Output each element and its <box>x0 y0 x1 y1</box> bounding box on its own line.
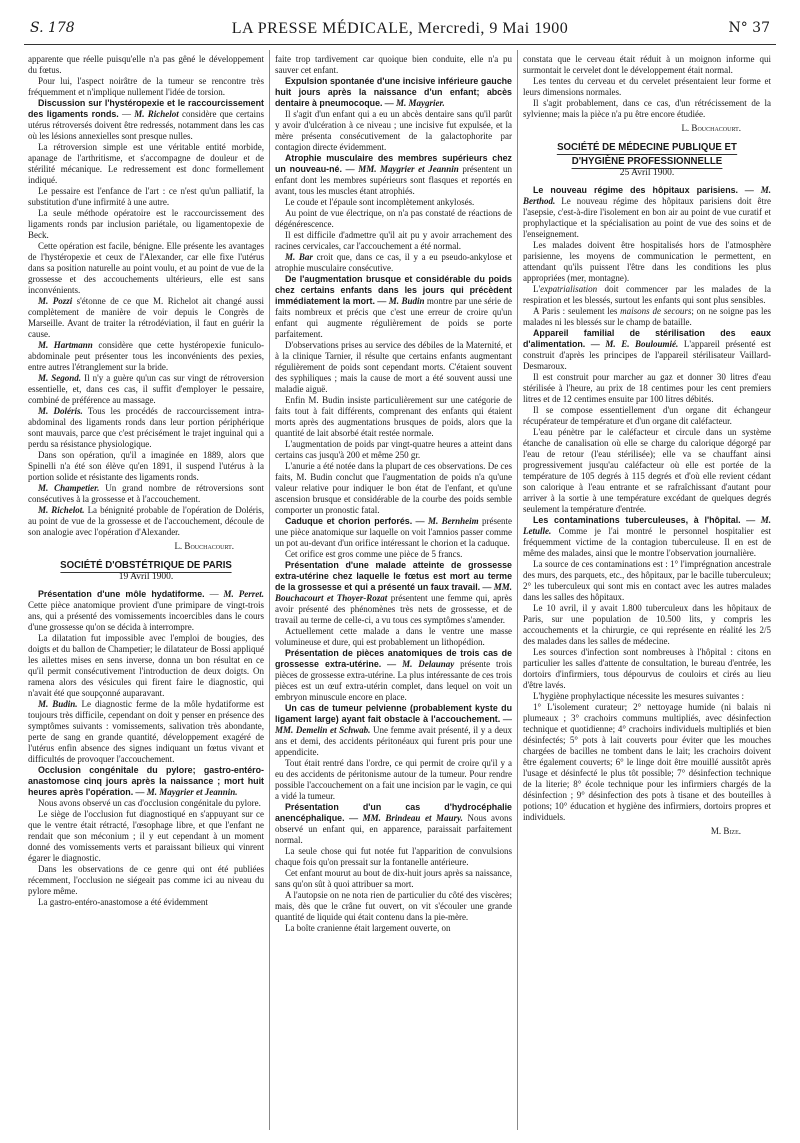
paragraph: Il se compose essentiellement d'un organe dit échangeur récupérateur de température et d'un organe dit caléfacteur. <box>523 405 771 426</box>
author-name: — MM. Bouchacourt et Thoyer-Rozat <box>275 582 512 603</box>
journal-title: LA PRESSE MÉDICALE, Mercredi, 9 Mai 1900 <box>231 20 569 37</box>
paragraph-text: considère que certains utérus rétroversés doivent être redressés, notamment dans les cas où les lésions annexielles sont presque nulles. <box>28 109 264 141</box>
article-title: Caduque et chorion perforés. <box>285 516 413 526</box>
paragraph: Le coude et l'épaule sont incomplètement ankylosés. <box>285 197 475 207</box>
article-heading <box>275 153 512 197</box>
paragraph-text: croit que, dans ce cas, il y a eu pseudo-ankylose et atrophie musculaire consécutive. <box>275 252 512 273</box>
column-divider <box>517 50 518 1130</box>
paragraph: faite trop tardivement car quoique bien conduite, elle n'a pu sauver cet enfant. <box>275 54 512 75</box>
discussion-entry <box>28 483 264 505</box>
author-name: — M. Maygrier et Jeannin. <box>135 787 238 797</box>
author-name: M. Budin. <box>38 699 78 709</box>
paragraph-text: L'appareil présenté est construit d'après les principes de l'appareil stérilisateur Vaillard-Desmaroux. <box>523 339 771 371</box>
paragraph: Cet enfant mourut au bout de dix-huit jours après sa naissance, sans qu'on sût à quoi attribuer sa mort. <box>275 868 512 889</box>
discussion-entry <box>28 373 264 406</box>
article-heading: Présentation d'une môle hydatiforme. — M. Perret. Cette pièce anatomique provient d'une primipare de vingt-trois ans, qui a présenté des vomissements incoercibles dans le cours d'une grossesse qu'on se décida à interrompre. <box>28 589 264 632</box>
article-heading <box>523 328 771 372</box>
paragraph: 1° L'isolement curateur; 2° nettoyage humide (ni balais ni plumeaux ; 3° crachoirs communs multipliés, avec désinfection technique et quotidienne; 4° crachoirs individuels multipliés et bien désinfectés; 5° pots à lait couverts pour éviter que les mouches chargées de bacilles ne tombent dans le lait; les crachoirs doivent être également couverts; 6° le linge doit être mouillé aussitôt après l'usage et désinfecté le plus tôt possible; 7° désinfection technique de la literie; 8° école technique pour les infirmiers chargés de la désinfection ; 9° désinfection des pots à tisane et des bouteilles à potions; 10° éducation et hygiène des infirmiers, dortoirs propres et individuels. <box>523 702 771 822</box>
paragraph-text: ; on ne soigne pas les malades ni les blessés sur le champ de bataille. <box>523 306 771 327</box>
author-name: — MM. Maygrier et Jeannin <box>345 164 459 174</box>
article-heading <box>275 560 512 626</box>
paragraph: Au point de vue électrique, on n'a pas constaté de réactions de dégénérescence. <box>275 208 512 229</box>
author-name: — M. Bernheim <box>415 516 479 526</box>
column-middle <box>275 54 512 1136</box>
paragraph-text: présente trois pièces de grossesse extra-utérine. La plus intéressante de ces trois pièces est un œuf extra-utérin complet, dans lequel on voit un embryon minuscule encore en place. <box>275 659 512 702</box>
page-header <box>30 20 770 44</box>
paragraph: D'observations prises au service des débiles de la Maternité, et à la clinique Tarnier, il résulte que certains enfants augmentant régulièrement de poids sont cependant morts. C'étaient souvent des syphiliques ; mais la cause de mort a été souvent aussi une maladie aiguë. <box>275 340 512 394</box>
paragraph: Le pessaire est l'enfance de l'art : ce n'est qu'un palliatif, la substitution d'une infirmité à une autre. <box>28 186 264 207</box>
paragraph: Cet orifice est gros comme une pièce de 5 francs. <box>285 549 463 559</box>
article-title: De l'augmentation brusque et considérable du poids chez certains enfants dans les jours qui précèdent immédiatement la mort. <box>275 274 512 306</box>
society-title: SOCIÉTÉ DE MÉDECINE PUBLIQUE ET D'HYGIÈNE PROFESSIONNELLE <box>557 141 737 167</box>
paragraph-text: doit commencer par les malades de la respiration et les blessés, surtout les enfants qui sont plus sensibles. <box>523 284 771 305</box>
paragraph-text: présentent une femme qui, après avoir présenté des phénomènes très nets de grossesse, et de travail au terme de celle-ci, a vu tous ces symptômes s'amender. <box>275 593 512 625</box>
paragraph: La dilatation fut impossible avec l'emploi de bougies, des doigts et du ballon de Champetier; le dilatateur de Bossi appliqué les ailettes mises en sens inverse, donna un bon résultat en ce qu'il permit consécutivement l'introduction de deux doigts. On ramena alors des vésicules qui firent faire le diagnostic, qui n'avait été que soupçonné auparavant. <box>28 633 264 698</box>
author-name: M. Hartmann <box>38 340 93 350</box>
paragraph: La rétroversion simple est une véritable entité morbide, apanage de l'arthritisme, et s'accompagne de douleur et de stérilité mécanique. Le redressement est donc formellement indiqué. <box>28 142 264 185</box>
paragraph: Le siège de l'occlusion fut diagnostiqué en s'appuyant sur ce que le ventre était rétracté, l'œsophage libre, et que l'enfant ne rendait que son méconium ; il y eut cependant à un moment donné des vomissements verts et paraissant bilieux qui vinrent égarer le diagnostic. <box>28 809 264 863</box>
author-name: — M. Berthod. <box>523 185 771 206</box>
author-name: M. Pozzi <box>38 296 73 306</box>
issue-number: N° 37 <box>728 20 770 36</box>
paragraph-text: s'étonne de ce que M. Richelot ait changé aussi complètement de manière de voir depuis le Congrès de Marseille. Avant de traiter la rétrodéviation, il faut en guérir la cause. <box>28 296 264 339</box>
article-heading <box>275 802 512 846</box>
article-title: Expulsion spontanée d'une incisive inférieure gauche huit jours après la naissance d'un enfant; abcès dentaire à pneumocoque. <box>275 76 512 108</box>
session-date: 25 Avril 1900. <box>619 168 675 178</box>
author-name: M. Champetier. <box>38 483 100 493</box>
author-name: M. Bar <box>285 252 313 262</box>
paragraph-text: présente une pièce anatomique sur laquelle on voit l'amnios passer comme un pot au-devant d'un orifice intéressant le chorion et la caduque. <box>275 516 512 548</box>
article-title: Présentation d'un cas d'hydrocéphalie anencéphalique. <box>275 802 512 823</box>
article-title: Présentation d'une malade atteinte de grossesse extra-utérine chez laquelle le fœtus est mort au terme de la grossesse et qui a présenté un faux travail. <box>275 560 512 592</box>
article-title: Le nouveau régime des hôpitaux parisiens. <box>533 185 739 195</box>
signature: L. Bouchacourt. <box>681 123 741 133</box>
society-heading <box>533 140 761 168</box>
author-name: — MM. Brindeau et Maury. <box>349 813 463 823</box>
paragraph: A l'autopsie on ne nota rien de particulier du côté des viscères; mais, dès que le crâne fut ouvert, on vit s'écouler une grande quantité de liquide qui était contenu dans la pie-mère. <box>275 890 512 922</box>
paragraph: Les sources d'infection sont nombreuses à l'hôpital : citons en particulier les salles d'attente de consultation, le bureau d'entrée, les dortoirs d'infirmiers, tous dépourvus de couloirs et cirés au lieu d'être lavés. <box>523 647 771 690</box>
paragraph: Il est difficile d'admettre qu'il ait pu y avoir arrachement des racines cervicales, car l'accouchement a été normal. <box>275 230 512 251</box>
signature: L. Bouchacourt. <box>174 541 234 551</box>
article-heading <box>275 703 512 758</box>
session-date: 19 Avril 1900. <box>118 572 174 582</box>
article-title: Présentation de pièces anatomiques de trois cas de grossesse extra-utérine. <box>275 648 512 669</box>
paragraph-text: Il n'y a guère qu'un cas sur vingt de rétroversion essentielle, et, dans ces cas, il suffit d'employer le pessaire, combiné de préférence au massage. <box>28 373 264 405</box>
paragraph: Dans son opération, qu'il a imaginée en 1889, alors que Spinelli n'a été son élève qu'en 1891, il suspend l'utérus à la portion solide et résistante des ligaments ronds. <box>28 450 264 482</box>
article-title: Discussion sur l'hystéropexie et le raccourcissement des ligaments ronds. <box>28 98 264 119</box>
author-name: M. Perret. <box>223 589 264 599</box>
paragraph: L'augmentation de poids par vingt-quatre heures a atteint dans certains cas jusqu'à 200 et même 250 gr. <box>275 439 512 460</box>
paragraph: Dans les observations de ce genre qui ont été publiées récemment, l'occlusion ne siégeait pas comme ici au niveau du pylore même. <box>28 864 264 896</box>
article-title: Occlusion congénitale du pylore; gastro-entéro-anastomose cinq jours après la naissance ; mort huit heures après l'opération. <box>28 765 264 797</box>
column-left <box>28 54 264 1136</box>
discussion-entry <box>28 340 264 373</box>
discussion-entry <box>28 505 264 538</box>
paragraph-text: La bénignité probable de l'opération de Doléris, au point de vue de la grossesse et de l'accouchement, découle de son analogie avec l'opération d'Alexander. <box>28 505 264 537</box>
paragraph: Le 10 avril, il y avait 1.800 tuberculeux dans les hôpitaux de Paris, sur une population de 10.500 lits, y compris les accouchements et la chirurgie, ce qui représente en réalité les 2/5 des malades dans les salles de médecine. <box>523 603 771 646</box>
paragraph-text: Nous avons observé un enfant qui, en apparence, paraissait parfaitement normal. <box>275 813 512 845</box>
author-name: M. Doléris. <box>38 406 83 416</box>
author-name: — M. Maygrier. <box>384 98 445 108</box>
article-title: Atrophie musculaire des membres supérieurs chez un nouveau-né. <box>275 153 512 174</box>
author-name: — MM. Demelin et Schwab. <box>275 714 512 735</box>
article-heading <box>275 274 512 340</box>
paragraph: La gastro-entéro-anastomose a été évidemment <box>38 897 208 907</box>
discussion-entry <box>275 252 512 274</box>
paragraph: Il s'agit probablement, dans ce cas, d'un rétrécissement de la sylvienne; mais la pièce n'a pu être encore étudiée. <box>523 98 771 119</box>
discussion-entry <box>28 699 264 765</box>
paragraph: Tout était rentré dans l'ordre, ce qui permit de croire qu'il y a eu des accidents de péritonisme autour de la tumeur. Pour rendre possible l'accouchement on a fait une incision par le vagin, ce qui a vidé la tumeur. <box>275 758 512 801</box>
author-name: M. Richelot. <box>38 505 85 515</box>
paragraph-text: L' <box>533 284 541 294</box>
paragraph: Nous avons observé un cas d'occlusion congénitale du pylore. <box>38 798 261 808</box>
paragraph: Les malades doivent être hospitalisés hors de l'atmosphère parisienne, les moyens de communication le permettent, en attendant qu'ils puissent l'être dans les conditions les plus appropriées (mer, montagne). <box>523 240 771 283</box>
article-title: Un cas de tumeur pelvienne (probablement kyste du ligament large) ayant fait obstacle à l'accouchement. <box>275 703 512 724</box>
article-title: Appareil familial de stérilisation des eaux d'alimentation. <box>523 328 771 349</box>
paragraph: Il s'agit d'un enfant qui a eu un abcès dentaire sans qu'il parût y avoir d'ulcération à ce niveau ; une incisive fut expulsée, et la mère présenta consécutivement de la galactophorite par contagion directe évidemment. <box>275 109 512 152</box>
paragraph-text: montre par une série de faits nombreux et précis que c'est une erreur de croire qu'un enfant qui augmente régulièrement de poids se porte parfaitement. <box>275 296 512 339</box>
discussion-entry <box>28 406 264 450</box>
paragraph: L'anurie a été notée dans la plupart de ces observations. De ces faits, M. Budin conclut que l'augmentation de poids n'a qu'une valeur relative pour indiquer le bon état de l'enfant, et qu'une ascension brusque et considérable de la courbe des poids semble comporter un pronostic fatal. <box>275 461 512 515</box>
paragraph-text: présentent un enfant dont les membres supérieurs sont flasques et reportés en avant, tous les muscles étant atrophiés. <box>275 164 512 196</box>
society-title: SOCIÉTÉ D'OBSTÉTRIQUE DE PARIS <box>60 559 232 571</box>
article-heading <box>523 515 771 559</box>
paragraph: Pour lui, l'aspect noirâtre de la tumeur se rencontre très fréquemment et n'implique nullement l'idée de torsion. <box>28 76 264 97</box>
article-heading <box>275 76 512 109</box>
header-rule <box>24 44 776 45</box>
article-title: Présentation d'une môle hydatiforme. <box>38 589 205 599</box>
paragraph-text: Cette pièce anatomique provient d'une primipare de vingt-trois ans, qui a présenté des vomissements incoercibles dans le cours d'une grossesse qu'on se décida à interrompre. <box>28 600 264 632</box>
paragraph-text: considère que cette hystéropexie funiculo-abdominale peut présenter tous les inconvénients des pexies, entre autres l'étranglement sur la bride. <box>28 340 264 372</box>
paragraph: apparente que réelle puisqu'elle n'a pas gêné le développement du fœtus. <box>28 54 264 75</box>
paragraph: Enfin M. Budin insiste particulièrement sur une catégorie de faits tout à fait différents, comprenant des enfants qui étaient morts après des augmentations brusques de poids, alors que la quantité de lait absorbé était restée normale. <box>275 395 512 438</box>
article-heading <box>28 765 264 798</box>
paragraph <box>523 306 771 328</box>
column-divider <box>269 50 270 1130</box>
paragraph: L'eau pénètre par le caléfacteur et circule dans un système étanche de canalisation où elle se charge du calorique dégorgé par l'eau de retour (l'eau stérilisée); elle va se chauffant ainsi progressivement jusqu'au caléfacteur où elle est portée de la température de 105 degrés à 115 degrés et d'où elle revient cédant son calorique à l'eau entrante et se rafraîchissant d'autant pour arriver à la sortie à une température excédant de quelques degrés seulement la température d'entrée. <box>523 427 771 514</box>
article-title: Les contaminations tuberculeuses, à l'hôpital. <box>533 515 741 525</box>
paragraph-text: Comme je l'ai montré le personnel hospitalier est fréquemment victime de la contagion tuberculeuse. Il en est de même des malades, ainsi que le montre l'observation journalière. <box>523 526 771 558</box>
paragraph-text: Un grand nombre de rétroversions sont consécutives à la grossesse et à l'accouchement. <box>28 483 264 504</box>
page-number: S. 178 <box>30 20 75 36</box>
paragraph: Les tentes du cerveau et du cervelet présentaient leur forme et leurs dimensions normales. <box>523 76 771 97</box>
article-heading <box>523 185 771 240</box>
paragraph <box>523 284 771 306</box>
paragraph-text: Le nouveau régime des hôpitaux parisiens doit être l'asepsie, c'est-à-dire l'isolement en bon air au point de vue curatif et prophylactique et la spécialisation au point de vue des soins et de l'enseignement. <box>523 196 771 239</box>
paragraph: Actuellement cette malade a dans le ventre une masse volumineuse et dure, qui est probablement un lithopédion. <box>275 626 512 647</box>
column-right <box>523 54 771 1136</box>
author-name: — M. E. Bouloumié. <box>590 339 679 349</box>
author-name: — M. Budin <box>377 296 425 306</box>
paragraph: La seule méthode opératoire est le raccourcissement des ligaments ronds par inclusion pariétale, ou ligamentopexie de Beck. <box>28 208 264 240</box>
author-name: — M. Letulle. <box>523 515 771 536</box>
article-heading <box>275 648 512 703</box>
emphasis-text: maisons de secours <box>620 306 692 316</box>
society-heading <box>37 558 254 572</box>
paragraph-text: Une femme avait présenté, il y a deux ans et demi, des accidents péritonéaux qui furent pris pour une appendicite. <box>275 725 512 757</box>
paragraph-text: Tous les procédés de raccourcissement intra-abdominal des ligaments ronds dans leur portion périphérique sont mauvais, parce que c'est précisément le trajet inguinal qui a perdu sa résistance physiologique. <box>28 406 264 449</box>
paragraph: L'hygiène prophylactique nécessite les mesures suivantes : <box>533 691 745 701</box>
paragraph: constata que le cerveau était réduit à un moignon informe qui surmontait le cervelet dont le développement était normal. <box>523 54 771 75</box>
author-name: M. Segond. <box>38 373 82 383</box>
discussion-entry <box>28 296 264 340</box>
author-name: M. Richelot <box>134 109 179 119</box>
paragraph: La source de ces contaminations est : 1° l'imprégnation ancestrale des murs, des parquets, etc., des hôpitaux, par le bacille tuberculeux; 2° les tuberculeux qui sont mis en contact avec les autres malades dans les salles des hôpitaux. <box>523 559 771 602</box>
paragraph-text: A Paris : seulement les <box>533 306 618 316</box>
signature: M. Bize. <box>710 826 741 836</box>
paragraph: La seule chose qui fut notée fut l'apparition de convulsions chaque fois qu'on pressait sur la fontanelle antérieure. <box>275 846 512 867</box>
article-heading <box>275 516 512 549</box>
paragraph-text: Le diagnostic ferme de la môle hydatiforme est toujours très difficile, cependant on doit y penser en présence des symptômes suivants : vomissements, salivation très abondante, perte de sang en grande quantité, développement exagéré de l'utérus enfin absence des signes indiquant un fœtus vivant et difficultés de provoquer l'accouchement. <box>28 699 264 764</box>
emphasis-text: expatrialisation <box>540 284 598 294</box>
paragraph: Cette opération est facile, bénigne. Elle présente les avantages de l'hystéropexie et ceux de l'Alexander, car elle fixe l'utérus dans sa position naturelle au point voulu, et au point de vue de la grossesse et des accouchements ultérieurs, elle est sans inconvénients. <box>28 241 264 295</box>
paragraph: Il est construit pour marcher au gaz et donner 30 litres d'eau stérilisée à l'heure, au prix de 18 centimes pour les cent premiers litres et de 12 centimes ensuite par 100 litres débités. <box>523 372 771 404</box>
author-name: — M. Delaunay <box>387 659 455 669</box>
paragraph: La boîte cranienne était largement ouverte, on <box>285 923 451 933</box>
article-heading: Discussion sur l'hystéropexie et le raccourcissement des ligaments ronds. — M. Richelot considère que certains utérus rétroversés doivent être redressés, notamment dans les cas où les lésions annexielles sont presque nulles. <box>28 98 264 141</box>
